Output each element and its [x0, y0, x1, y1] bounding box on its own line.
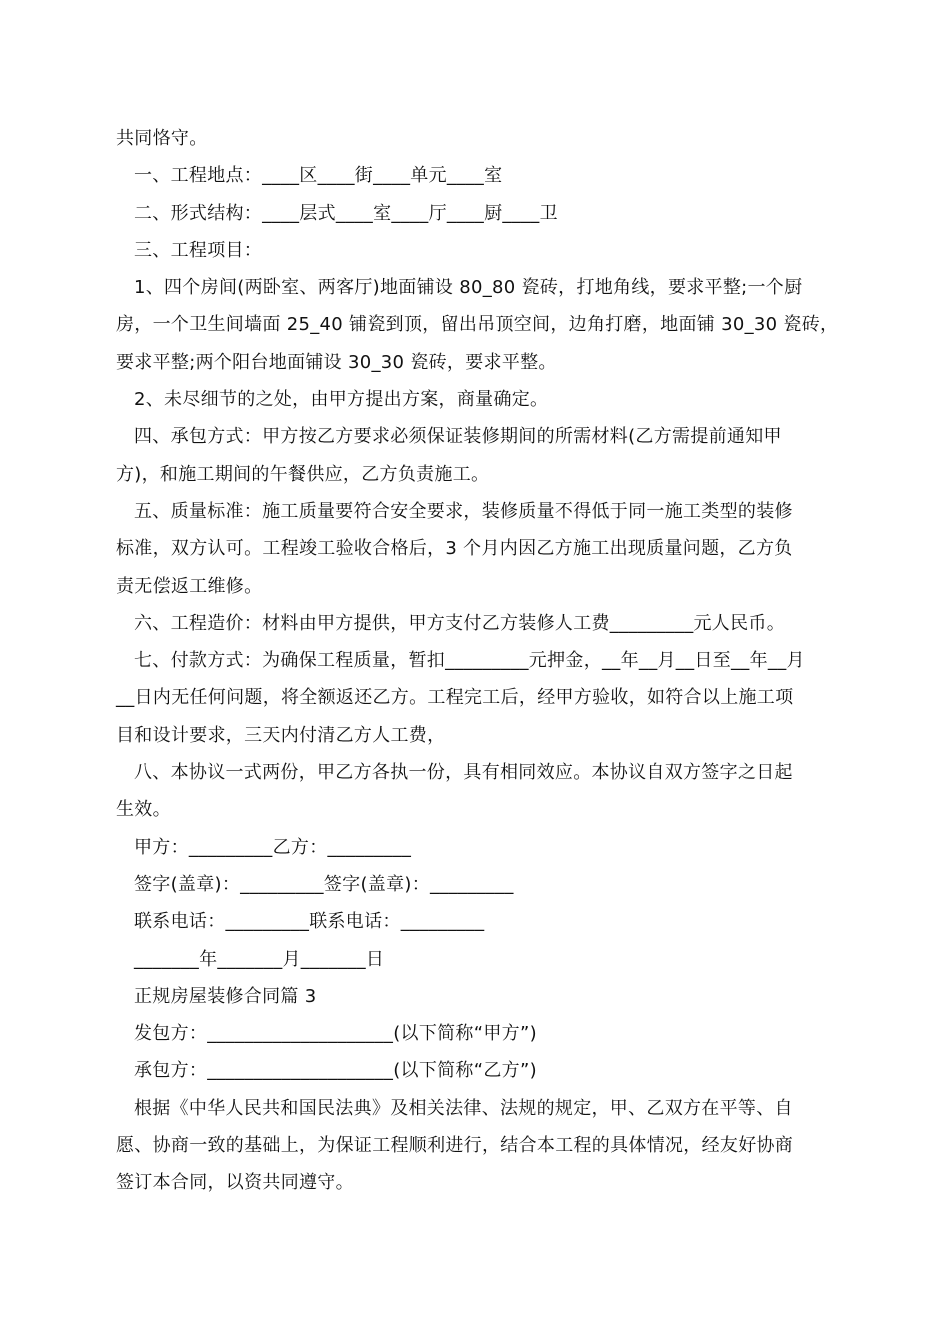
text-line: 2、未尽细节的之处，由甲方提出方案，商量确定。 [134, 389, 549, 411]
text-line: 八、本协议一式两份，甲乙方各执一份，具有相同效应。本协议自双方签字之日起 [134, 762, 793, 784]
text-line: 一、工程地点：____区____街____单元____室 [134, 165, 503, 187]
text-line: 联系电话：_________联系电话：_________ [134, 911, 485, 933]
text-line: 责无偿返工维修。 [116, 575, 263, 597]
text-line: 方)，和施工期间的午餐供应，乙方负责施工。 [116, 463, 490, 485]
text-line: 二、形式结构：____层式____室____厅____厨____卫 [134, 202, 558, 224]
text-line: 签字(盖章)：_________签字(盖章)：_________ [134, 873, 514, 895]
text-line: 五、质量标准：施工质量要符合安全要求，装修质量不得低于同一施工类型的装修 [134, 500, 793, 522]
text-line: 愿、协商一致的基础上，为保证工程顺利进行，结合本工程的具体情况，经友好协商 [116, 1135, 794, 1157]
text-line: 承包方：____________________(以下简称“乙方”) [134, 1060, 537, 1082]
text-line: 标准，双方认可。工程竣工验收合格后，3 个月内因乙方施工出现质量问题，乙方负 [116, 538, 793, 560]
text-line: 1、四个房间(两卧室、两客厅)地面铺设 80_80 瓷砖，打地角线，要求平整;一个厨 [134, 277, 803, 299]
text-line: __日内无任何问题，将全额返还乙方。工程完工后，经甲方验收，如符合以上施工项 [116, 687, 794, 709]
text-line: 生效。 [116, 799, 171, 821]
text-line: 七、付款方式：为确保工程质量，暂扣_________元押金，__年__月__日至__年__月 [134, 650, 805, 672]
text-line: 要求平整;两个阳台地面铺设 30_30 瓷砖，要求平整。 [116, 351, 557, 373]
document-body [116, 120, 846, 1202]
text-line: 房，一个卫生间墙面 25_40 铺瓷到顶，留出吊顶空间，边角打磨，地面铺 30_30 瓷砖， [116, 314, 839, 336]
text-line: 正规房屋装修合同篇 3 [134, 985, 317, 1007]
text-line: 发包方：____________________(以下简称“甲方”) [134, 1023, 537, 1045]
text-line: _______年_______月_______日 [134, 948, 385, 970]
text-line: 三、工程项目： [134, 239, 263, 261]
text-line: 共同恪守。 [116, 128, 208, 149]
text-line: 根据《中华人民共和国民法典》及相关法律、法规的规定，甲、乙双方在平等、自 [134, 1097, 793, 1119]
text-line: 四、承包方式：甲方按乙方要求必须保证装修期间的所需材料(乙方需提前通知甲 [134, 426, 782, 448]
text-line: 签订本合同，以资共同遵守。 [116, 1172, 354, 1194]
text-line: 目和设计要求，三天内付清乙方人工费， [116, 724, 446, 746]
text-line: 甲方：_________乙方：_________ [134, 836, 412, 858]
text-line: 六、工程造价：材料由甲方提供，甲方支付乙方装修人工费_________元人民币。 [134, 612, 785, 634]
